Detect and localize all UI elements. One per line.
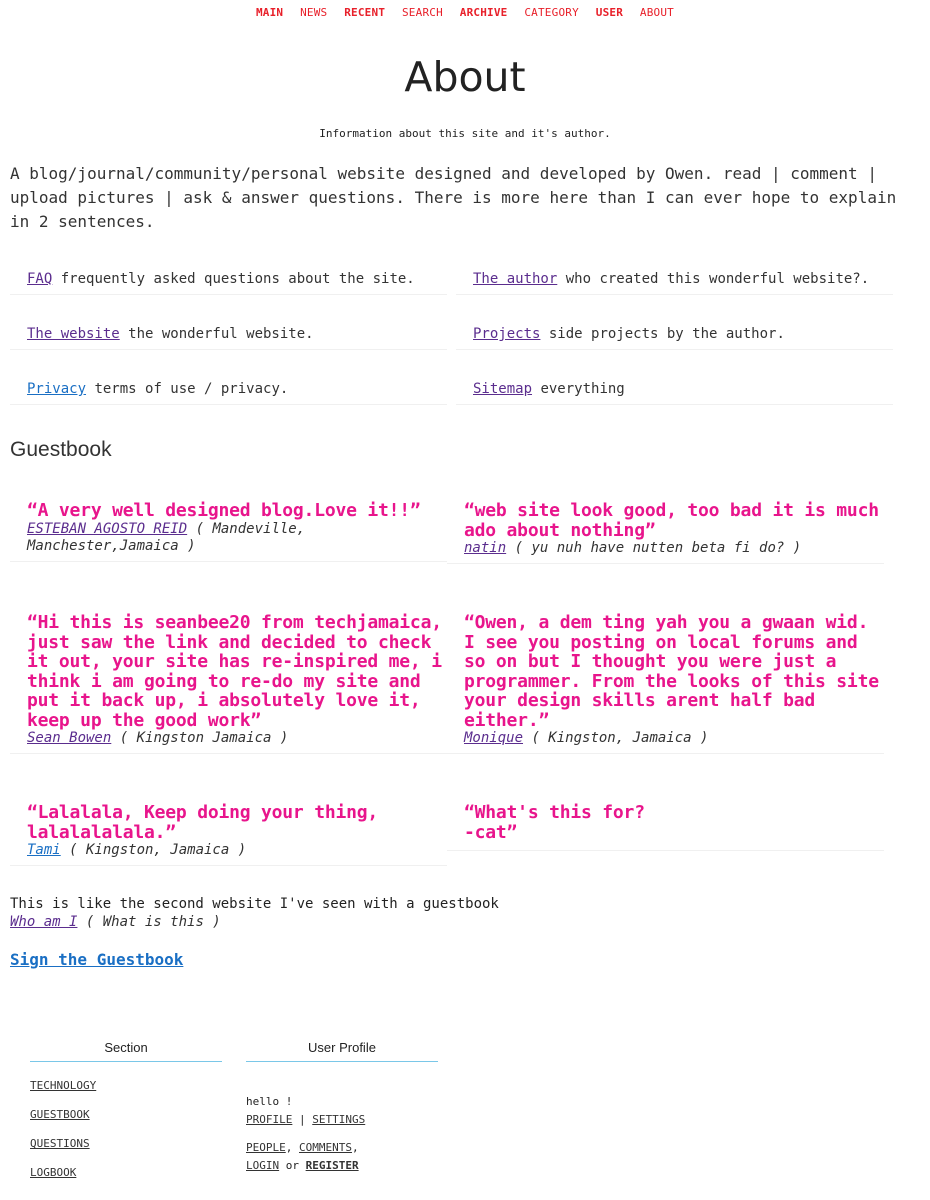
nav-user[interactable]: USER	[595, 6, 624, 19]
settings-link[interactable]: SETTINGS	[312, 1113, 366, 1126]
nav-search[interactable]: SEARCH	[401, 6, 443, 19]
entry-quote: “Lalalala, Keep doing your thing, lalalalalala.”	[27, 802, 379, 843]
link-faq	[10, 264, 447, 295]
entry-meta	[27, 730, 447, 753]
link-sitemap	[456, 374, 893, 405]
plain-entry-author-link[interactable]: Who am I	[10, 914, 78, 930]
top-nav	[0, 6, 930, 19]
entry-meta	[464, 540, 884, 563]
website-link[interactable]: The website	[27, 326, 120, 342]
plain-entry-meta	[10, 913, 910, 931]
projects-link[interactable]: Projects	[473, 326, 541, 342]
entry-meta	[27, 842, 447, 865]
link-author	[456, 264, 893, 295]
footer-section	[30, 1040, 222, 1179]
section-link-questions[interactable]: QUESTIONS	[30, 1137, 90, 1150]
nav-archive[interactable]: ARCHIVE	[459, 6, 508, 19]
entry-location: ( Kingston, Jamaica )	[523, 730, 709, 746]
entry-meta	[464, 730, 884, 753]
entry-quote: “What's this for? -cat”	[464, 802, 645, 843]
guestbook-entry	[10, 803, 447, 866]
login-or-text: or	[279, 1159, 306, 1172]
guestbook-entry	[10, 613, 447, 754]
comments-link[interactable]: COMMENTS	[299, 1141, 352, 1154]
people-link[interactable]: PEOPLE	[246, 1141, 286, 1154]
section-link-logbook[interactable]: LOGBOOK	[30, 1166, 77, 1179]
sign-guestbook-link[interactable]: Sign the Guestbook	[10, 950, 184, 969]
guestbook-entry	[447, 501, 884, 564]
profile-greeting: hello !	[246, 1095, 293, 1108]
faq-desc: frequently asked questions about the site.	[52, 271, 415, 287]
profile-link[interactable]: PROFILE	[246, 1113, 293, 1126]
entry-author-link[interactable]: Tami	[27, 842, 61, 858]
entry-location: ( Mandeville, Manchester,Jamaica )	[27, 520, 306, 554]
guestbook-entry	[447, 613, 884, 754]
page-title: About	[404, 53, 526, 101]
entry-quote: “Owen, a dem ting yah you a gwaan wid. I see you posting on local forums and so on but I thought you were just a programmer. From the looks of this site your design skills arent half bad either.”	[464, 612, 879, 731]
link-privacy	[10, 374, 447, 405]
entry-meta	[27, 521, 447, 561]
entry-location: ( Kingston Jamaica )	[111, 730, 289, 746]
nav-news[interactable]: NEWS	[300, 6, 328, 19]
privacy-link[interactable]: Privacy	[27, 381, 87, 397]
login-link[interactable]: LOGIN	[246, 1159, 280, 1172]
section-link-guestbook[interactable]: GUESTBOOK	[30, 1108, 90, 1121]
guestbook-plain-entry	[10, 895, 910, 931]
plain-entry-location: ( What is this )	[77, 914, 221, 930]
entry-author-link[interactable]: natin	[464, 540, 507, 556]
entry-author-link[interactable]: Monique	[464, 730, 524, 746]
nav-main[interactable]: MAIN	[255, 6, 284, 19]
page-subtitle: Information about this site and it's author.	[319, 127, 611, 140]
profile-links: hello ! PROFILE | SETTINGS	[246, 1093, 438, 1129]
section-title: Section	[30, 1040, 222, 1062]
section-link-technology[interactable]: TECHNOLOGY	[30, 1079, 97, 1092]
entry-quote: “web site look good, too bad it is much ado about nothing”	[464, 500, 879, 541]
projects-desc: side projects by the author.	[540, 326, 785, 342]
website-desc: the wonderful website.	[119, 326, 314, 342]
footer-user-profile	[246, 1040, 438, 1175]
register-link[interactable]: REGISTER	[305, 1159, 359, 1172]
guestbook-entry	[10, 501, 447, 562]
intro-text: A blog/journal/community/personal website designed and developed by Owen. read | comment | upload pictures | ask & answer questions. There is more here than I can ever hope to explain in 2 sentences.	[10, 164, 897, 231]
entry-quote: “A very well designed blog.Love it!!”	[27, 500, 421, 521]
sitemap-link[interactable]: Sitemap	[473, 381, 533, 397]
entry-author-link[interactable]: Sean Bowen	[27, 730, 112, 746]
nav-recent[interactable]: RECENT	[344, 6, 386, 19]
plain-entry-text: This is like the second website I've seen with a guestbook	[10, 896, 499, 912]
author-link[interactable]: The author	[473, 271, 558, 287]
account-links: PEOPLE, COMMENTS, LOGIN or REGISTER	[246, 1141, 359, 1172]
entry-location: ( yu nuh have nutten beta fi do? )	[506, 540, 802, 556]
privacy-desc: terms of use / privacy.	[86, 381, 289, 397]
nav-category[interactable]: CATEGORY	[524, 6, 579, 19]
entry-location: ( Kingston, Jamaica )	[60, 842, 247, 858]
entry-quote: “Hi this is seanbee20 from techjamaica, just saw the link and decided to check it out, your site has re-inspired me, i think i am going to re-do my site and put it back up, i absolutely love it, keep up the good work”	[27, 612, 442, 731]
sitemap-desc: everything	[532, 381, 625, 397]
author-desc: who created this wonderful website?.	[557, 271, 870, 287]
entry-author-link[interactable]: ESTEBAN AGOSTO REID	[27, 520, 188, 537]
user-profile-title: User Profile	[246, 1040, 438, 1062]
guestbook-heading: Guestbook	[10, 438, 112, 461]
link-website	[10, 319, 447, 350]
link-projects	[456, 319, 893, 350]
guestbook-entry	[447, 803, 884, 851]
nav-about[interactable]: ABOUT	[639, 6, 675, 19]
faq-link[interactable]: FAQ	[27, 271, 53, 287]
